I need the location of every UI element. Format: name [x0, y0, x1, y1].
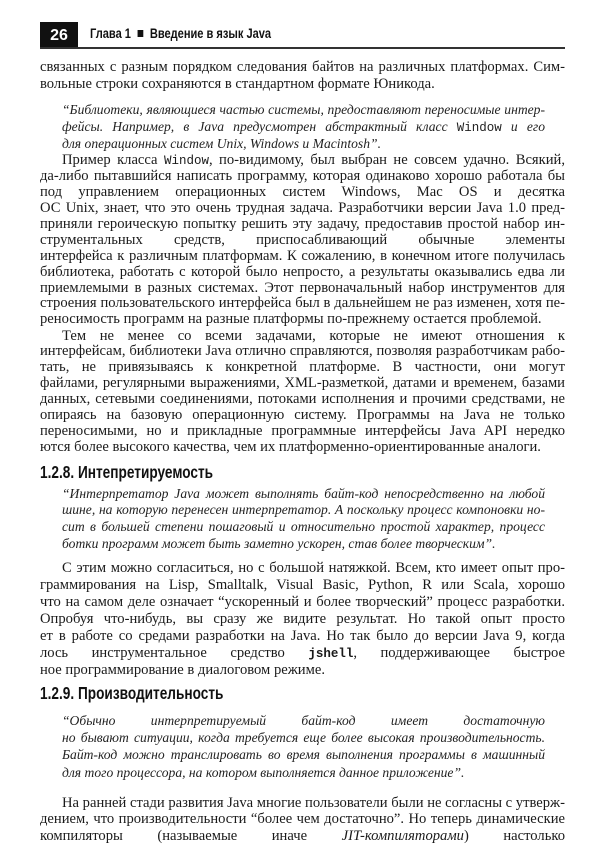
text-run: “Интерпретатор Java может выполнять байт-код непосредственно на любой: [62, 485, 545, 501]
text-run: да-либо пытавшийся написать программу, которая одинаково хорошо работала бы: [40, 168, 565, 184]
text-line: [40, 153, 565, 169]
chapter-label: Глава 1: [90, 26, 131, 41]
text-line: [40, 59, 565, 76]
text-run: , поддерживающее быстрое: [353, 644, 565, 661]
text-line: [40, 594, 565, 611]
section-heading-interpretation: 1.2.8. Интепретируемость: [40, 462, 214, 482]
text-line: [62, 746, 545, 763]
text-run: сит в большей степени пошаговый и относительно простой характер, процесс: [62, 518, 545, 534]
text-run: граммирования на Lisp, Smalltalk, Visual Basic, Python, R или Scala, хорошо: [40, 576, 565, 593]
text-line: [40, 296, 565, 312]
text-line: [40, 233, 565, 249]
text-line: [40, 408, 565, 424]
text-run: приняли героическую попытку решить эту задачу, предоставив простой набор ин-: [40, 216, 565, 232]
text-line: [40, 440, 565, 456]
inline-code: Window: [163, 154, 209, 168]
text-run: опираясь на базовую операционную систему. Программы на Java не только: [40, 408, 565, 424]
text-line: [62, 536, 545, 553]
text-run: ОС Unix, знает, что это очень трудная задача. Разработчики версии Java 1.0 пред-: [40, 200, 565, 216]
text-line: [40, 577, 565, 594]
text-run: но бывают ситуации, когда требуется еще более высокая производительность.: [62, 729, 545, 745]
text-line: [40, 811, 565, 828]
text-run: шине, на которую перенесен интерпретатор. А поскольку процесс компоновки но-: [62, 502, 545, 518]
text-line: [62, 136, 545, 153]
text-line: [62, 764, 545, 781]
text-run: На ранней стади развития Java многие пользователи были не согласны с утверж-: [62, 794, 565, 811]
text-line: [40, 265, 565, 281]
text-run: для того процессора, на котором выполняется данное приложение”.: [62, 764, 465, 780]
text-line: [62, 519, 545, 536]
paragraph-libraries: [40, 329, 565, 457]
text-line: [40, 560, 565, 577]
text-run: , по-видимому, был выбран не совсем удачно. Всякий,: [208, 153, 565, 168]
text-run: струментальных средств, приспосабливающий обычные элементы: [40, 232, 565, 248]
text-run: реносимость программ на разные платформы по-прежнему остается проблемой.: [40, 312, 542, 328]
quote-libraries: [62, 102, 545, 152]
page-number: 26: [40, 22, 78, 49]
text-run: интерфейса к различным платформам. К сожалению, в конечном итоге получилась: [40, 248, 565, 264]
text-line: [62, 119, 545, 136]
text-run: что на самом деле означает “ускоренный и более творческий” процесс разработки.: [40, 593, 565, 610]
text-line: [62, 102, 545, 119]
text-run: и его: [510, 118, 545, 134]
text-line: [40, 611, 565, 628]
text-run: данных, сетевыми соединениями, потоками исполнения и прочими средствами, не: [40, 392, 565, 408]
text-line: [40, 217, 565, 233]
text-line: [40, 795, 565, 812]
text-line: [62, 712, 545, 729]
text-run: для операционных систем Unix, Windows и Macintosh”.: [62, 135, 381, 151]
text-run: Байт-код можно транслировать во время выполнения программы в машинный: [62, 747, 545, 763]
text-run: интерфейсам, библиотеки Java отлично справляются, позволяя разработчикам рабо-: [40, 344, 565, 360]
text-run: ное программирование в диалоговом режиме.: [40, 662, 325, 679]
text-line: [62, 486, 545, 503]
paragraph-continued: [40, 59, 565, 92]
text-run: файлами, регулярными выражениями, XML-разметкой, датами и временем, базами: [40, 376, 565, 392]
inline-code-bold: jshell: [308, 646, 354, 661]
text-run: фейсы. Например, в Java предусмотрен абстрактный класс: [62, 118, 457, 134]
header-rule: [40, 47, 565, 49]
text-run: под управлением операционных систем Windows, Mac OS и десятка: [40, 184, 565, 200]
chapter-title: Введение в язык Java: [149, 26, 272, 41]
text-line: [40, 828, 565, 845]
text-line: [40, 249, 565, 265]
text-line: [40, 312, 565, 328]
text-line: [40, 201, 565, 217]
quote-performance: [62, 712, 545, 782]
text-line: [40, 628, 565, 645]
running-header: [90, 26, 271, 41]
text-run: “Обычно интерпретируемый байт-код имеет достаточную: [62, 712, 545, 728]
text-run: строения пользовательского интерфейса был в дальнейшем не раз изменен, хотя пе-: [40, 296, 565, 312]
inline-code: Window: [456, 120, 502, 135]
paragraph-window-class: [40, 153, 565, 328]
text-line: [40, 329, 565, 345]
text-line: [62, 502, 545, 519]
text-run: тать, не привязываясь к конкретной платформе. В частности, они могут: [40, 360, 565, 376]
text-run: вольные строки сохраняются в стандартном формате Юникода.: [40, 75, 435, 92]
text-run: С этим можно согласиться, но с большой натяжкой. Всем, кто имеет опыт про-: [62, 559, 565, 576]
text-line: [40, 645, 565, 662]
text-line: [40, 424, 565, 440]
text-run: связанных с разным порядком следования байтов на различных платформах. Сим-: [40, 59, 565, 75]
quote-interpreter: [62, 486, 545, 553]
text-run: переносимыми, но и прикладные программные интерфейсы Java API нередко: [40, 424, 565, 440]
section-heading-performance: 1.2.9. Производительность: [40, 683, 224, 703]
text-line: [40, 281, 565, 297]
text-line: [40, 169, 565, 185]
text-line: [40, 360, 565, 376]
paragraph-jit: [40, 795, 565, 845]
paragraph-jshell: [40, 560, 565, 680]
text-line: [40, 185, 565, 201]
square-bullet-icon: [138, 30, 144, 37]
text-run: ются более высокого качества, чем их платформенно-ориентированные аналоги.: [40, 440, 541, 456]
text-run: приемлемыми в разных системах. Этот первоначальный набор инструментов для: [40, 280, 565, 296]
text-line: [40, 662, 565, 679]
text-run: Тем не менее со всеми задачами, которые не имеют отношения к: [62, 328, 565, 344]
text-run: дением, что производительности “более чем достаточно”. Но теперь динамические: [40, 811, 565, 828]
text-line: [40, 344, 565, 360]
text-run: библиотека, работать с которой было непросто, а результаты оказывались едва ли: [40, 264, 565, 280]
text-run: Опробуя что-нибудь, вы сразу же видите результат. Но такой опыт просто: [40, 610, 565, 627]
text-line: [62, 729, 545, 746]
text-run: компиляторы (называемые иначе: [40, 828, 342, 845]
text-line: [40, 376, 565, 392]
emphasis-term: JIT-компиляторами: [341, 828, 464, 845]
text-run: ботки программ может быть заметно ускорен, став более творческим”.: [62, 535, 496, 551]
text-run: ет в работе со средами разработки на Java. Но так было до версии Java 9, когда: [40, 627, 565, 644]
text-run: “Библиотеки, являющиеся частью системы, предоставляют переносимые интер-: [62, 102, 545, 117]
text-run: Пример класса: [62, 153, 164, 168]
text-line: [40, 76, 565, 93]
text-line: [40, 392, 565, 408]
text-run: ) настолько: [463, 828, 565, 845]
text-run: лось инструментальное средство: [40, 644, 309, 661]
